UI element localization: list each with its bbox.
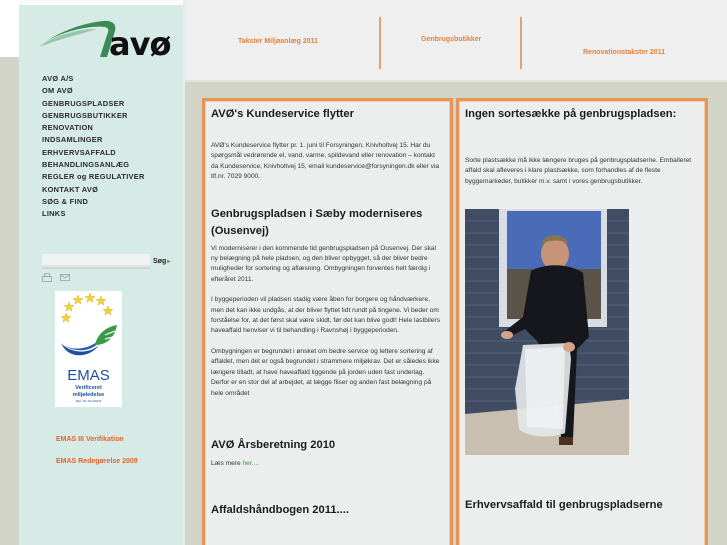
article-body: Vi moderniserer i den kommende tid genbrugspladsen på Ousenvej. Der skal ny belægning på hele pladsen, og den bliver opbygget, så der bliver bedre muligheder for sortering og aflæsning. Ombygningen forventes helt færdig i efteråret 2011. — [211, 244, 436, 283]
read-more — [211, 459, 444, 469]
header-separator — [379, 17, 381, 69]
nav-item-renovation[interactable]: RENOVATION — [42, 123, 94, 133]
nav-item-kontakt[interactable]: KONTAKT AVØ — [42, 184, 99, 194]
svg-text:Verificeret: Verificeret — [75, 385, 102, 391]
search-form — [42, 254, 170, 269]
search-button-label: Søg — [153, 258, 167, 265]
article-title: Genbrugspladsen i Sæby moderniseres (Ousenvej) — [211, 207, 423, 237]
article-body: Ombygningen er begrundet i ønsket om bedre service og lettere sortering af affaldet, men det er også begrundet i strammere miljøkrav. Det er således ikke længere tilladt, at have haveaffald liggende på jorden uden fast underlag. Derfor er en stor del af arbejdet, at lægge fliser og anden fast belægning på hele området — [211, 347, 440, 397]
news-column-left — [202, 98, 453, 545]
svg-text:REG. NO. DK-000229: REG. NO. DK-000229 — [75, 400, 102, 403]
nav-item-genbrugspladser[interactable]: GENBRUGSPLADSER — [42, 98, 125, 108]
sidebar — [19, 5, 183, 545]
article-title: AVØ Årsberetning 2010 — [211, 438, 336, 451]
emas-redegorelse-link[interactable]: EMAS Redegørelse 2009 — [56, 458, 138, 465]
logo-text: avø — [109, 25, 171, 63]
article-title: Affaldshåndbogen 2011.... — [211, 504, 350, 517]
read-more-prefix: Læs mere — [211, 459, 243, 467]
article-title: Ingen sortesække på genbrugspladsen: — [465, 108, 677, 120]
article-body: AVØ's Kundeservice flytter pr. 1. juni til Forsyningen, Knivholtvej 15. Har du spørgsmål vedrørende el, vand, varme, spildevand eller renovation – kontakt da Kundeservice, Knivholtvej 15, email kundeservice@forsyningen.dk eller via tlf.nr. 7029 9000. — [211, 142, 440, 181]
read-more-link[interactable]: her — [242, 459, 252, 467]
emas-title: EMAS — [67, 367, 110, 384]
emas-verifikation-link[interactable]: EMAS III Verifikation — [56, 436, 124, 443]
header-separator — [520, 17, 522, 69]
page-corner — [0, 0, 19, 57]
nav-item-genbrugsbutikker[interactable]: GENBRUGSBUTIKKER — [42, 110, 128, 120]
svg-text:miljøledelse: miljøledelse — [72, 392, 105, 398]
emas-badge[interactable] — [55, 291, 122, 407]
mail-icon[interactable] — [60, 273, 70, 282]
nav-item-indsamlinger[interactable]: INDSAMLINGER — [42, 135, 103, 145]
nav-item-erhvervsaffald[interactable]: ERHVERVSAFFALD — [42, 147, 116, 157]
page-tools — [42, 273, 70, 282]
nav-item-om-avo[interactable]: OM AVØ — [42, 86, 73, 96]
nav-item-avo-as[interactable]: AVØ A/S — [42, 74, 74, 83]
search-button[interactable] — [153, 258, 170, 265]
nav-item-sog-find[interactable]: SØG & FIND — [42, 196, 89, 206]
article-body: I byggeperioden vil pladsen stadig være åben for borgere og håndværkere, men det kan ikke undgås, at der bliver flyttet lidt rundt på tingene. Vi beder om forståelse for, at det først skal være skidt, før det kan blive godt! Hele lastbilers haveaffald henviser vi til behandling i Ravnshøj i byggeperioden. — [211, 296, 441, 335]
photo-man-with-bag — [465, 209, 629, 455]
takster-miljoanlaeg-link[interactable]: Takster Miljøanlæg 2011 — [238, 38, 319, 45]
nav-item-behandlingsanlaeg[interactable]: BEHANDLINGSANLÆG — [42, 160, 130, 170]
article-title: Erhvervsaffald til genbrugspladserne — [465, 499, 663, 511]
emas-logo-icon — [55, 291, 122, 407]
search-input[interactable] — [42, 254, 150, 269]
arrow-right-icon: ▸ — [167, 259, 171, 265]
read-more-suffix: .... — [251, 459, 260, 467]
emas-links — [56, 436, 138, 480]
main-nav — [42, 73, 145, 221]
news-column-right — [456, 98, 708, 545]
print-icon[interactable] — [42, 273, 52, 282]
header-divider — [185, 80, 727, 82]
top-header — [185, 0, 727, 80]
nav-item-links[interactable]: LINKS — [42, 209, 66, 219]
genbrugsbutikker-link[interactable]: Genbrugsbutikker — [421, 36, 482, 43]
renovationstakster-link[interactable]: Renovationstakster 2011 — [583, 49, 666, 56]
article-photo — [465, 209, 629, 455]
avo-logo[interactable] — [37, 17, 177, 67]
nav-item-regler[interactable]: REGLER og REGULATIVER — [42, 172, 145, 182]
article-body: Sorte plastsække må ikke længere bruges på genbrugspladserne. Emballeret affald skal afleveres i klare plastsække, som forhandles af de fleste byggemarkeder, butikker m.v. samt i vores genbrugsbutikker. — [465, 157, 692, 185]
article-title: AVØ's Kundeservice flytter — [211, 108, 354, 120]
